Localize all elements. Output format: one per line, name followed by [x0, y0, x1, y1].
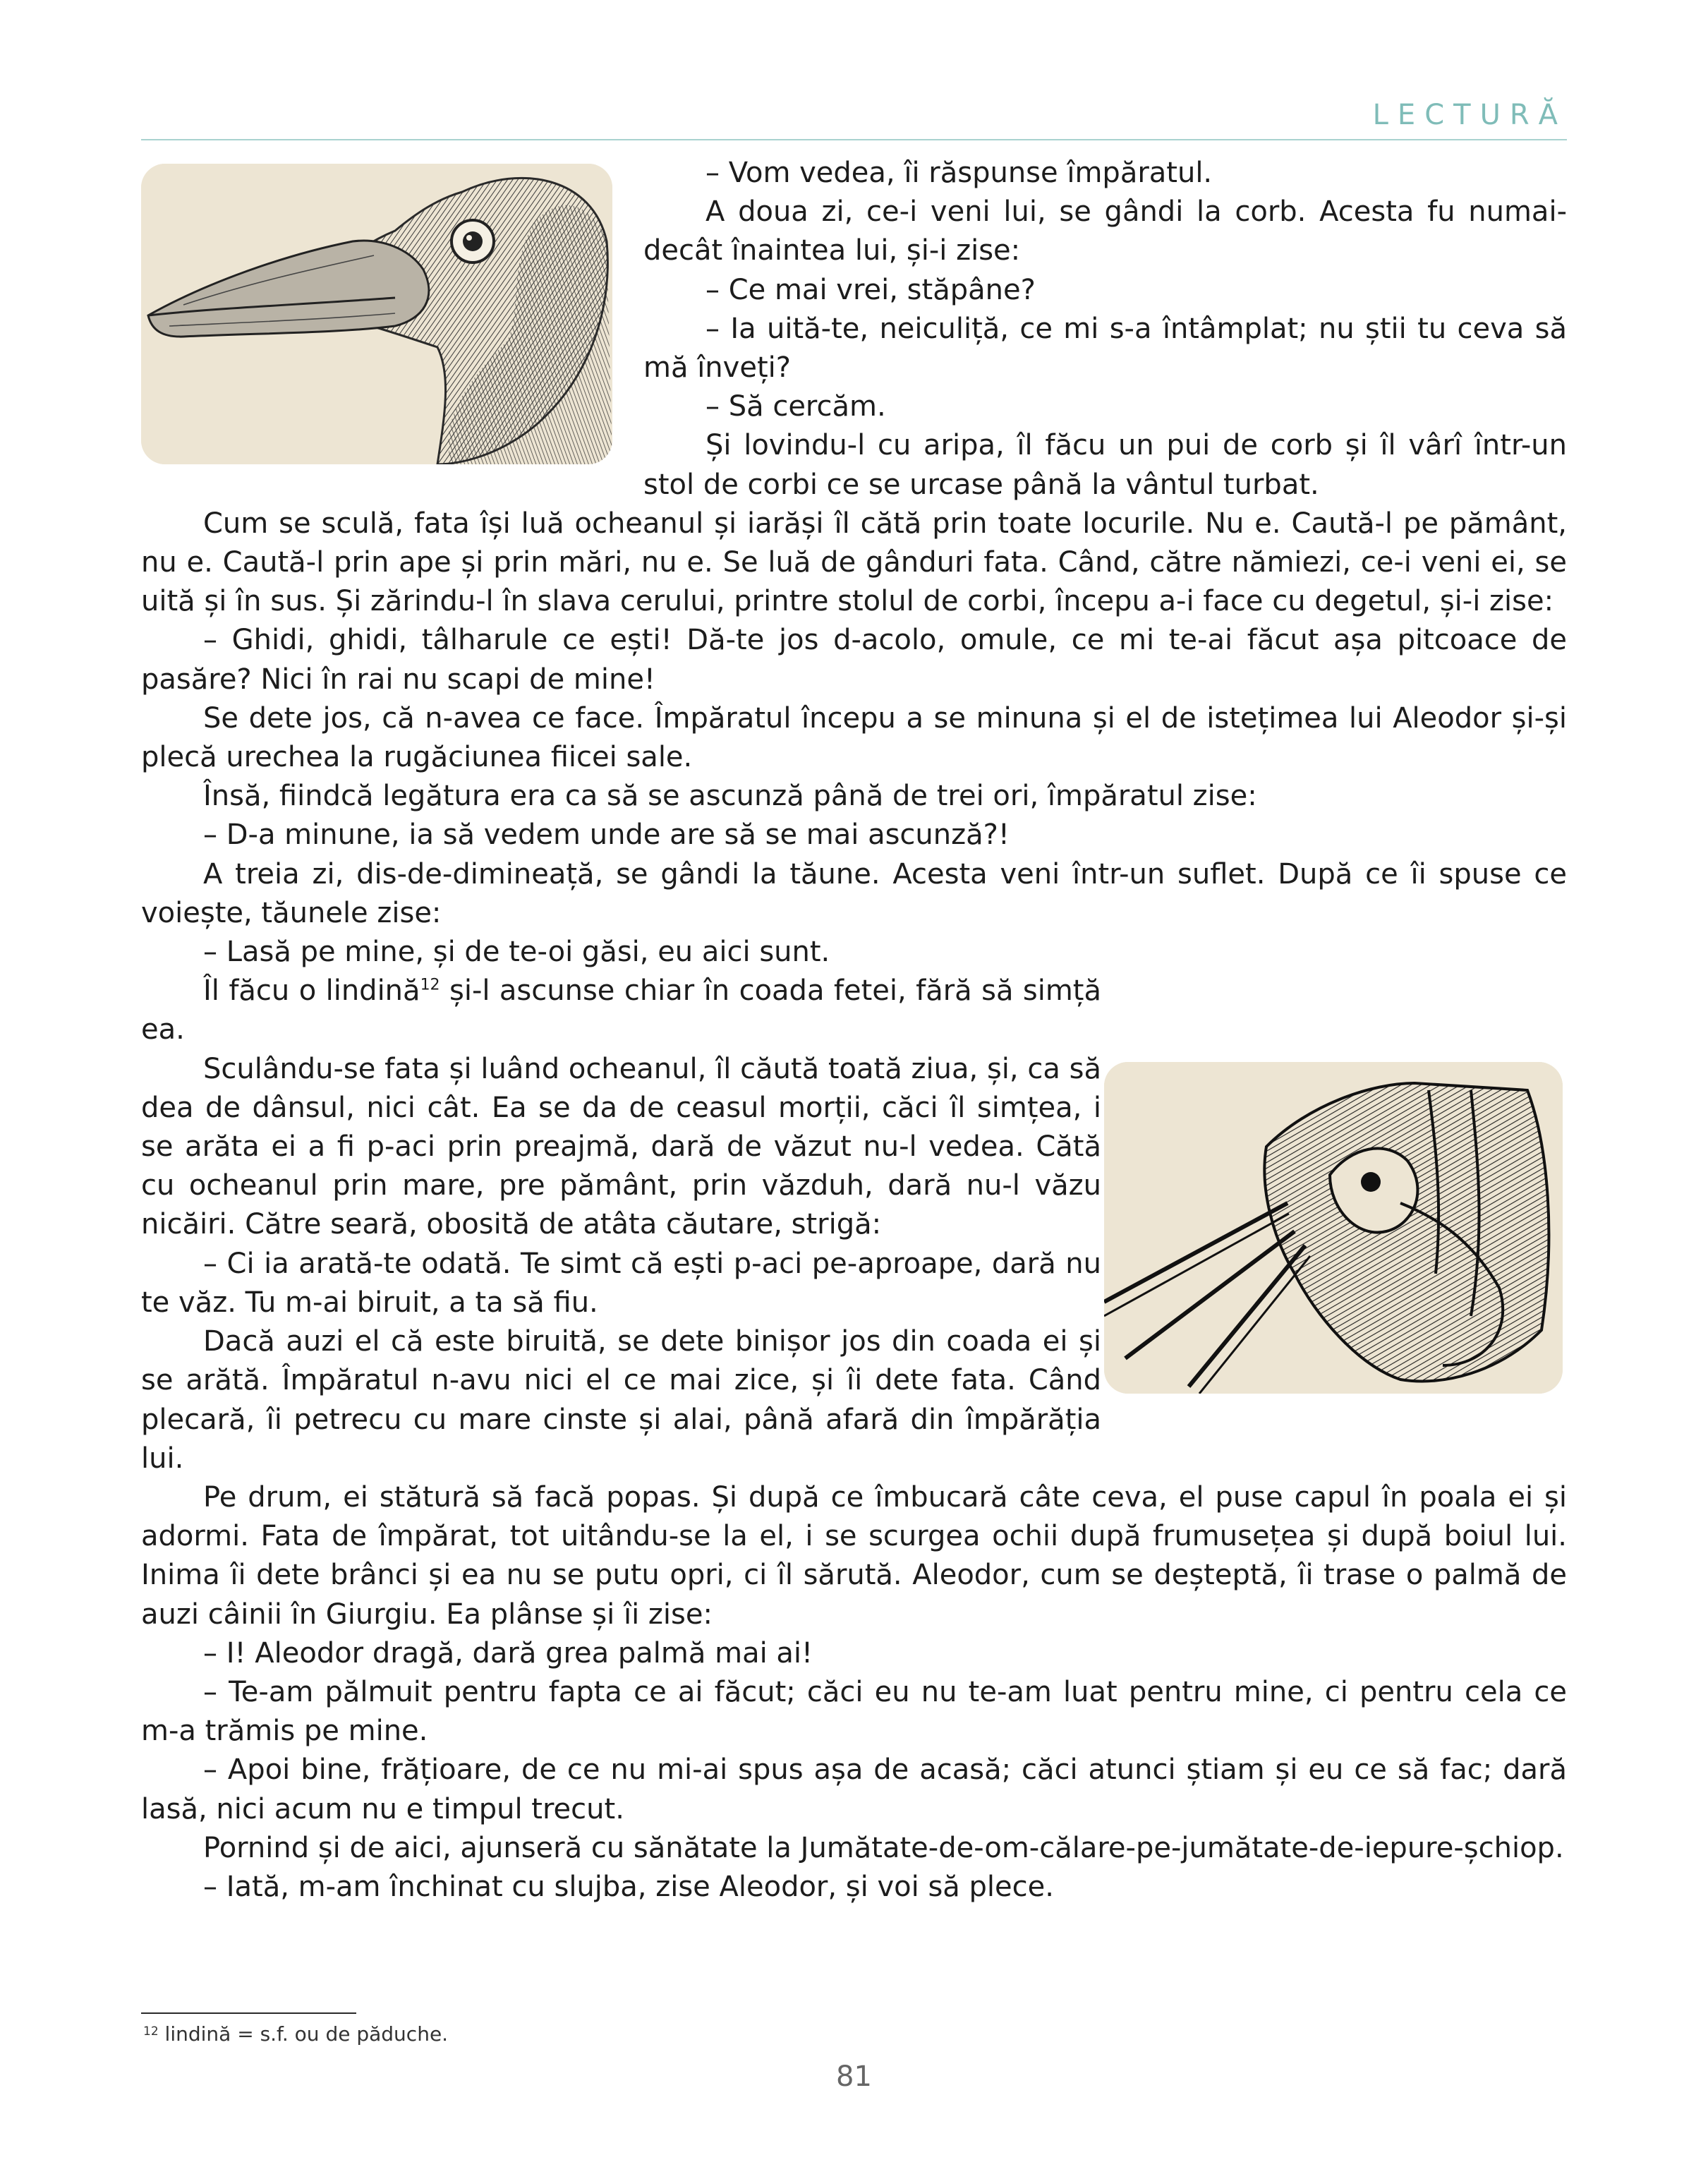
- footnote-divider: [141, 2012, 356, 2014]
- louse-illustration-space: [1101, 1003, 1567, 1454]
- paragraph: Dacă auzi el că este biruită, se dete binișor jos din coada ei și se arătă. Împăratul n-avu nici el ce mai zice, și îi dete fata. Când plecară, îi petrecu cu mare cinste și alai, până afară din împărăția lui.: [141, 1325, 1101, 1475]
- paragraph: – Să cercăm.: [705, 390, 886, 423]
- paragraph: Se dete jos, că n-avea ce face. Împăratul începu a se minuna și el de istețimea lui Aleodor și-și plecă urechea la rugăciunea fiicei sale.: [141, 701, 1567, 774]
- paragraph: – Te-am pălmuit pentru fapta ce ai făcut; căci eu nu te-am luat pentru mine, ci pentru cela ce m-a trămis pe mine.: [141, 1675, 1567, 1748]
- footnote-number: 12: [143, 2024, 159, 2039]
- paragraph: – D-a minune, ia să vedem unde are să se mai ascunză?!: [203, 819, 1010, 852]
- paragraph: A treia zi, dis-de-dimineață, se gândi la tăune. Acesta veni într-un suflet. După ce îi spuse ce voiește, tăunele zise:: [141, 857, 1567, 929]
- section-label: LECTURĂ: [1372, 99, 1567, 131]
- paragraph: Însă, fiindcă legătura era ca să se ascunză până de trei ori, împăratul zise:: [203, 780, 1257, 813]
- footnote: [143, 2022, 448, 2046]
- paragraph: Pe drum, ei stătură să facă popas. Și după ce îmbucară câte ceva, el puse capul în poala ei și adormi. Fata de împărat, tot uitându-se la el, i se scurgea ochii după frumusețea și după boiul lui. Inima îi dete brânci și ea nu se putu opri, ci îl sărută. Aleodor, cum se deșteptă, îi trase o palmă de auzi câinii în Giurgiu. Ea plânse și îi zise:: [141, 1480, 1567, 1631]
- article-text: [141, 154, 1567, 1907]
- header-divider: [141, 139, 1567, 140]
- paragraph: – Lasă pe mine, și de te-oi găsi, eu aici sunt.: [203, 936, 830, 969]
- lindina-text-before: Îl făcu o lindină: [203, 974, 420, 1008]
- paragraph: A doua zi, ce-i veni lui, se gândi la corb. Acesta fu numaidecât înaintea lui, și-i zise:: [643, 195, 1567, 267]
- lindina-text-after: și-l ascunse chiar în coada fetei, fără să simță ea.: [141, 974, 1101, 1046]
- footnote-ref: 12: [420, 976, 440, 994]
- paragraph: Cum se sculă, fata își luă ocheanul și iarăși îl cătă prin toate locurile. Nu e. Caută-l pe pământ, nu e. Caută-l prin ape și prin mări, nu e. Se luă de gânduri fata. Când, către nămiezi, ce-i veni ei, se uită și în sus. Și zărindu-l în slava cerului, printre stolul de corbi, începu a-i face cu degetul, și-i zise:: [141, 507, 1567, 618]
- crow-illustration-space: [141, 154, 643, 485]
- paragraph: – Ghidi, ghidi, tâlharule ce ești! Dă-te jos d-acolo, omule, ce mi te-ai făcut așa pitcoace de pasăre? Nici în rai nu scapi de mine!: [141, 624, 1567, 696]
- paragraph: – Ia uită-te, neiculiță, ce mi s-a întâmplat; nu știi tu ceva să mă înveți?: [643, 312, 1567, 385]
- page-number: 81: [836, 2060, 872, 2093]
- paragraph: – Vom vedea, îi răspunse împăratul.: [705, 157, 1213, 189]
- paragraph: – Apoi bine, frățioare, de ce nu mi-ai spus așa de acasă; căci atunci știam și eu ce să fac; dară lasă, nici acum nu e timpul trecut.: [141, 1753, 1567, 1825]
- paragraph: – Ce mai vrei, stăpâne?: [705, 273, 1036, 306]
- paragraph: – Iată, m-am închinat cu slujba, zise Aleodor, și voi să plece.: [203, 1870, 1054, 1903]
- paragraph: Și lovindu-l cu aripa, îl făcu un pui de corb și îl vârî într-un stol de corbi ce se urcase până la vântul turbat.: [643, 429, 1567, 501]
- paragraph: – Ci ia arată-te odată. Te simt că ești p-aci pe-aproape, dară nu te văz. Tu m-ai biruit, a ta să fiu.: [141, 1247, 1101, 1319]
- paragraph: – I! Aleodor dragă, dară grea palmă mai ai!: [203, 1636, 813, 1670]
- footnote-text: lindină = s.f. ou de păduche.: [158, 2022, 449, 2046]
- paragraph: Pornind și de aici, ajunseră cu sănătate la Jumătate-de-om-călare-pe-jumătate-de-iepure-șchiop.: [203, 1831, 1564, 1864]
- paragraph: Sculându-se fata și luând ocheanul, îl căută toată ziua, și, ca să dea de dânsul, nici cât. Ea se da de ceasul morții, căci îl simțea, i se arăta ei a fi p-aci prin preajmă, dară de văzut nu-l vedea. Cătă cu ocheanul prin mare, pre pământ, prin văzduh, dară nu-l văzu nicăiri. Către seară, obosită de atâta căutare, strigă:: [141, 1052, 1101, 1241]
